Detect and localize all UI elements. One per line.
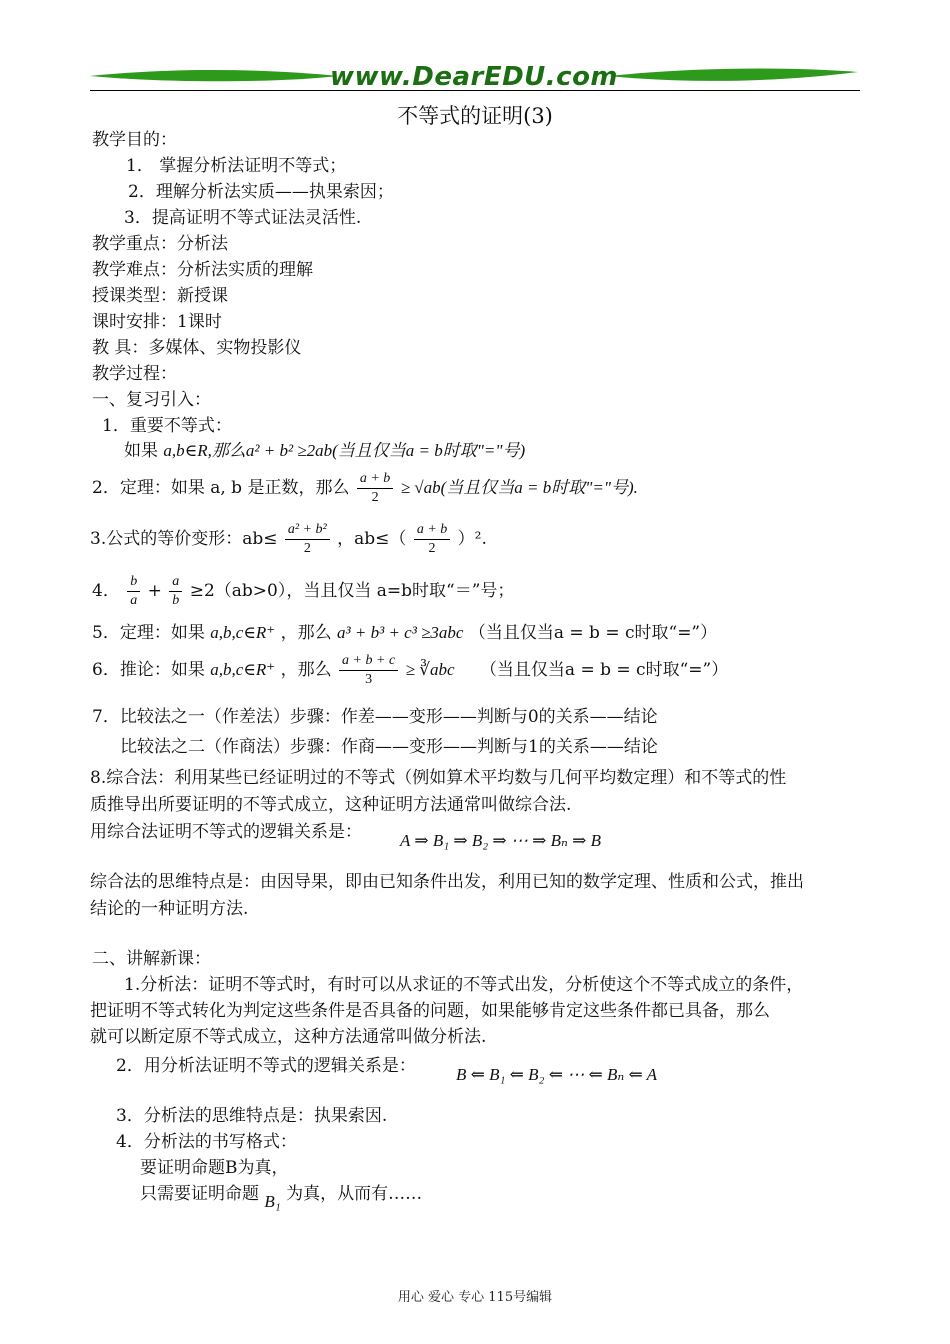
formula: a³ + b³ + c³ ≥3abc: [337, 623, 464, 642]
text-line: 把证明不等式转化为判定这些条件是否具备的问题，如果能够肯定这些条件都已具备，那么: [90, 1001, 770, 1021]
text-line: 课时安排：1课时: [92, 312, 222, 332]
fraction: [339, 652, 398, 689]
denominator: 2: [303, 541, 311, 556]
text: 只需要证明命题: [140, 1184, 259, 1204]
formula: ≥ √ab(当且仅当a = b时取"="号).: [400, 478, 638, 497]
text: （当且仅当a = b = c时取“=”）: [468, 623, 718, 643]
fraction: [169, 573, 182, 610]
text-line: 1． 掌握分析法证明不等式；: [126, 156, 347, 176]
text: 用综合法证明不等式的逻辑关系是：: [90, 822, 362, 842]
formula-line: [90, 821, 362, 843]
page-footer: 用心 爱心 专心 115号编辑: [397, 1290, 553, 1305]
text-line: 就可以断定原不等式成立，这种方法通常叫做分析法.: [90, 1027, 487, 1047]
text-line: 教学目的：: [92, 130, 177, 150]
text: ，那么: [280, 623, 332, 643]
text-line: 结论的一种证明方法.: [90, 899, 249, 919]
formula: ≥ ∛abc: [405, 660, 455, 679]
formula-line: [90, 519, 487, 559]
numerator: a + b: [414, 521, 450, 540]
text-line: 4．分析法的书写格式：: [116, 1132, 297, 1152]
text-line: 比较法之二（作商法）步骤：作商——变形——判断与1的关系——结论: [120, 737, 658, 757]
header-rule: [90, 90, 860, 91]
formula-line: [92, 468, 638, 508]
text: 如果: [124, 441, 158, 461]
denominator: a: [130, 593, 138, 608]
text: ，ab≤（: [337, 529, 407, 549]
text: 2．定理：如果 a, b 是正数，那么: [92, 478, 350, 498]
logic-chain-synthesis: A ⇒ B₁ ⇒ B₂ ⇒ ⋯ ⇒ Bₙ ⇒ B: [400, 831, 602, 850]
numerator: a + b + c: [339, 652, 398, 671]
text: 3.公式的等价变形：ab≤: [90, 529, 278, 549]
text: 为真，从而有……: [286, 1184, 423, 1204]
formula: a,b∈R,那么a² + b² ≥2ab(当且仅当a = b时取"="号): [163, 441, 526, 460]
numerator: a: [169, 573, 182, 592]
formula-line: [92, 622, 717, 644]
text-line: 1．重要不等式：: [102, 416, 232, 436]
formula-line: [92, 650, 728, 690]
text: （当且仅当a = b = c时取“=”）: [479, 660, 729, 680]
text-line: 1.分析法：证明不等式时，有时可以从求证的不等式出发，分析使这个不等式成立的条件，: [124, 975, 804, 995]
formula: a,b,c∈R⁺: [210, 660, 276, 679]
text: ≥2（ab>0），当且仅当 a=b时取“＝”号；: [189, 581, 515, 601]
formula-line: [92, 571, 514, 611]
text-line: 教学过程：: [92, 364, 177, 384]
text-line: 2．用分析法证明不等式的逻辑关系是：: [116, 1056, 416, 1076]
text-line: 授课类型：新授课: [92, 286, 228, 306]
numerator: b: [127, 573, 140, 592]
denominator: 2: [428, 541, 436, 556]
text-line: 3．分析法的思维特点是：执果索因.: [116, 1106, 388, 1126]
text: ，那么: [280, 660, 332, 680]
plus: +: [147, 581, 162, 601]
numerator: a + b: [357, 470, 393, 489]
text: 4．: [92, 581, 120, 601]
text-line: 教学重点：分析法: [92, 234, 228, 254]
text-line: 教学难点：分析法实质的理解: [92, 260, 313, 280]
logic-chain-analysis: B ⇐ B₁ ⇐ B₂ ⇐ ⋯ ⇐ Bₙ ⇐ A: [456, 1065, 658, 1084]
denominator: b: [172, 593, 180, 608]
text-line: 教 具：多媒体、实物投影仪: [92, 338, 302, 358]
fraction: [357, 470, 393, 507]
text-line: 质推导出所要证明的不等式成立，这种证明方法通常叫做综合法.: [90, 795, 572, 815]
text: 6．推论：如果: [92, 660, 205, 680]
text-line: 2．理解分析法实质——执果索因；: [128, 182, 394, 202]
section-heading: 二、讲解新课：: [92, 949, 211, 969]
site-logo: www.DearEDU.com: [329, 62, 619, 92]
formula-line: [140, 1183, 423, 1211]
text-line: 8.综合法：利用某些已经证明过的不等式（例如算术平均数与几何平均数定理）和不等式的性: [90, 768, 787, 788]
formula-line: [124, 440, 525, 462]
numerator: a² + b²: [285, 521, 330, 540]
denominator: 2: [371, 490, 379, 505]
denominator: 3: [365, 672, 373, 687]
text-line: 综合法的思维特点是：由因导果，即由已知条件出发，利用已知的数学定理、性质和公式，推出: [90, 872, 804, 892]
formula: B₁: [264, 1192, 281, 1211]
text-line: 3．提高证明不等式证法灵活性.: [124, 208, 362, 228]
formula: a,b,c∈R⁺: [210, 623, 276, 642]
text-line: 7．比较法之一（作差法）步骤：作差——变形——判断与0的关系——结论: [92, 707, 658, 727]
text: ）².: [457, 529, 487, 549]
fraction: [285, 521, 330, 558]
page-title: 不等式的证明(3): [397, 104, 553, 128]
site-banner: [88, 60, 860, 100]
text-line: 要证明命题B为真，: [140, 1158, 289, 1178]
text-line: 一、复习引入：: [92, 390, 211, 410]
fraction: [414, 521, 450, 558]
text: 5．定理：如果: [92, 623, 205, 643]
fraction: [127, 573, 140, 610]
